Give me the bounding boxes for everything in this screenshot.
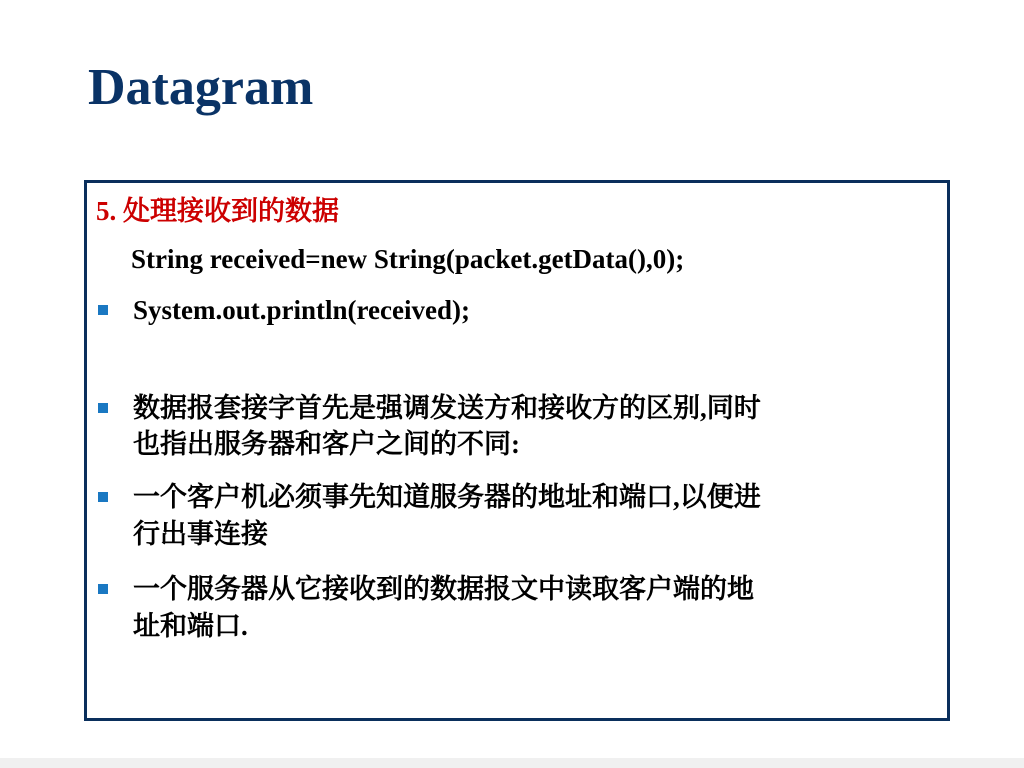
bullet-text-continued: 行出事连接 (133, 519, 268, 549)
bullet-text: 数据报套接字首先是强调发送方和接收方的区别,同时 (133, 393, 761, 423)
step-heading (96, 192, 339, 230)
square-bullet-icon (98, 305, 108, 315)
slide-title: Datagram (88, 59, 314, 116)
bullet-text: 一个客户机必须事先知道服务器的地址和端口,以便进 (133, 482, 761, 512)
step-title: 处理接收到的数据 (123, 196, 339, 226)
square-bullet-icon (98, 403, 108, 413)
square-bullet-icon (98, 584, 108, 594)
step-number: 5. (96, 196, 117, 226)
bullet-text-continued: 也指出服务器和客户之间的不同: (133, 429, 520, 459)
square-bullet-icon (98, 492, 108, 502)
bullet-text: 一个服务器从它接收到的数据报文中读取客户端的地 (133, 574, 754, 604)
bullet-text-continued: 址和端口. (133, 611, 248, 641)
bullet-text: System.out.println(received); (133, 295, 470, 325)
bottom-band (0, 758, 1024, 768)
code-line: String received=new String(packet.getData(),0); (131, 244, 685, 274)
